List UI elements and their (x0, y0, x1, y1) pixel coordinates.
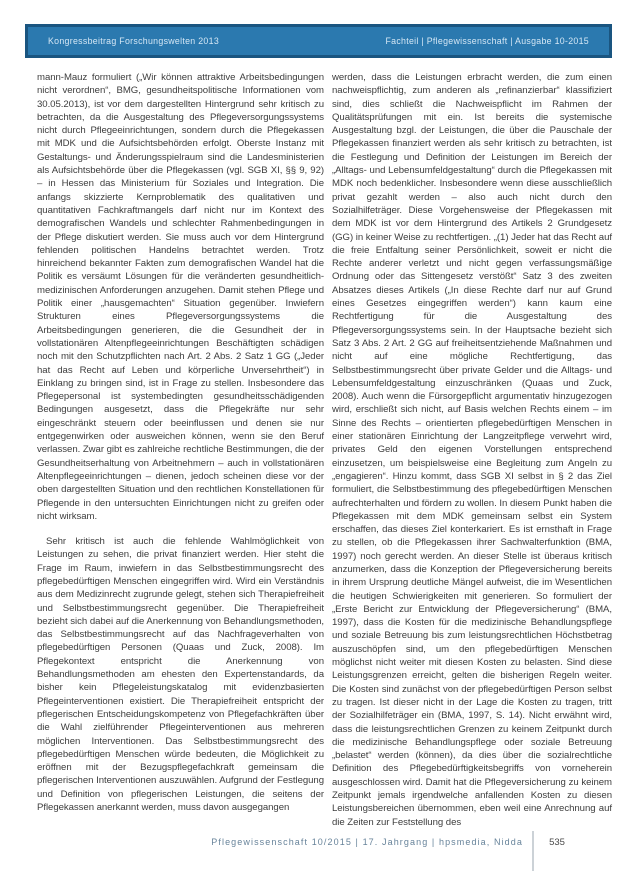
text-column-right (332, 71, 612, 829)
text-column-left (37, 71, 324, 814)
footer-journal-line: Pflegewissenschaft 10/2015 | 17. Jahrgang | hpsmedia, Nidda (211, 837, 523, 847)
header-congress-label: Kongressbeitrag Forschungswelten 2013 (48, 36, 220, 46)
body-paragraph: mann-Mauz formuliert („Wir können attraktive Arbeitsbedingungen nicht verordnen“, BMG, gesundheitspolitische Informationen vom 30.05.2013), ist vor dem dargestellten Hintergrund sehr kritisch zu betrachten, da die Ausgestaltung des Pflegeversorgungssystems nicht durch Pflegeeinrichtungen, sondern durch die Pflegekassen mit MDK und die Aufsichtsbehörden erfolgt. Oberste Instanz mit Gestaltungs- und Änderungsspielraum sind die Landesministerien als Aufsichtsbehörde über die Pflegekassen (vgl. SGB XI, §§ 9, 92) – in Hessen das Ministerium für Soziales und Integration. Die anfangs skizzierte Kernproblematik des qualitativen und quantitativen Fachkraftmangels darf nicht nur im Kontext des demografischen Wandels und schlechter Rahmenbedingungen in der Pflege diskutiert werden. Sie muss auch vor dem Hintergrund fehlenden politischen Handelns betrachtet werden. Trotz hinreichend bekannter Fakten zum demografischen Wandel hat die Politik es versäumt Lösungen für die veränderten gesundheitlich-medizinischen Anforderungen anzugehen. Damit stehen Pflege und Politik einer „hausgemachten“ Situation gegenüber. Inwiefern Strukturen eines Pflegeversorgungssystems die Arbeitsbedingungen generieren, die die Gesundheit der in vollstationären Altenpflegeeinrichtungen Beschäftigten schädigen noch mit den Schutzpflichten nach Art. 2 Abs. 2 Satz 1 GG („Jeder hat das Recht auf Leben und körperliche Unversehrtheit“) in Einklang zu bringen sind, ist in Frage zu stellen. Insbesondere das Pflegepersonal ist systembedingten gesundheitsschädigenden Bedingungen ausgesetzt, dass die Pflegekräfte nur sehr eingeschränkt steuern oder beeinflussen und denen sie nur entgegenwirken oder ausweichen können, wenn sie den Beruf verlassen. Zwar gibt es zahlreiche rechtliche Bestimmungen, die der Gesundheitserhaltung von Arbeitnehmern – auch in vollstationären Altenpflegeeinrichtungen – dienen, jedoch scheinen diese vor der oben dargestellten Situation und den rechtlichen Konstellationen für Pflegende in den untersuchten Einrichtungen nicht zu greifen oder nicht wirksam. (37, 72, 324, 522)
body-paragraph: Sehr kritisch ist auch die fehlende Wahlmöglichkeit von Leistungen zu sehen, die privat finanziert werden. Hier steht die Frage im Raum, inwiefern in das Selbstbestimmungsrecht des pflegebedürftigen Menschen eingegriffen wird. Wird ein Verständnis aus dem Medizinrecht zugrunde gelegt, stehen sich Therapiefreiheit und Selbstbestimmungsrecht gegenüber. Die Therapiefreiheit bezieht sich dabei auf die Anerkennung von Behandlungsmethoden, das Selbstbestimmungsrecht auf das Nachfrageverhalten von pflegebedürftigen Personen (Quaas und Zuck, 2008). Im Pflegekontext entspricht die Anerkennung von Behandlungsmethoden am ehesten den Expertenstandards, da bisher kein Pflegeleistungskatalog mit evidenzbasierten Pflegeinterventionen existiert. Die Therapiefreiheit entspricht der pflegerischen Entscheidungskompetenz von Pflegefachkräften über die Wahl zielführender Pflegeinterventionen aus mehreren möglichen Interventionen. Das Selbstbestimmungsrecht des pflegebedürftigen Menschen würde bedeuten, die Möglichkeit zu eröffnen mit der Bezugspflegefachkraft gemeinsam die pflegerischen Interventionen auszuwählen. Aufgrund der Festlegung und Definition von pflegerischen Leistungen, die seitens der Pflegekassen anerkannt werden, muss davon ausgegangen (37, 536, 324, 814)
page-header-bar (25, 24, 612, 58)
footer-page-number: 535 (549, 837, 565, 848)
page-footer (37, 831, 580, 871)
body-paragraph: werden, dass die Leistungen erbracht werden, die zum einen nachweispflichtig, zum anderen als „refinanzierbar“ klassifiziert sind, dies schließt die Nachweispflicht im Rahmen der Qualitätsprüfungen mit ein. Ist bereits die systemische Ausgestaltung bzgl. der Leistungen, die über die Pauschale der Pflegekassen finanziert werden als sehr kritisch zu betrachten, ist die Festlegung und Definition der Leistungen im Bereich der „Alltags- und Lebensumfeldgestaltung“ durch die Pflegekassen mit MDK noch bedenklicher. Insbesondere wenn diese ausschließlich privat gezahlt werden – also auch nicht durch den Sozialhilfeträger. Diese Vorgehensweise der Pflegekassen mit dem MDK ist vor dem Hintergrund des Artikels 2 Grundgesetz (GG) in keiner Weise zu rechtfertigen. „(1) Jeder hat das Recht auf die freie Entfaltung seiner Persönlichkeit, soweit er nicht die Rechte anderer verletzt und nicht gegen verfassungsmäßige Ordnung oder das Sittengesetz verstößt“ Satz 3 des zweiten Absatzes dieses Artikels („In diese Rechte darf nur auf Grund eines Gesetzes eingegriffen werden“) kann kaum eine Rechtfertigung für die Ausgestaltung des Pflegeversorgungssystems sein. In der Hauptsache bezieht sich Satz 3 Abs. 2 Art. 2 GG auf freiheitsentziehende Maßnahmen und nicht auf eine mögliche Rechtfertigung, das Selbstbestimmungsrecht über private Gelder und die Alltags- und Lebensumfeldgestaltung einzuschränken (Quaas und Zuck, 2008). Auch wenn die Fürsorgepflicht argumentativ hinzugezogen wird, erschließt sich nicht, auf Basis welchen Rechts einem – im Sinne des Rechts – orientierten pflegebedürftigen Menschen in einer stationären Einrichtung der Langzeitpflege verwehrt wird, privates Geld den eigenen Vorstellungen entsprechend einzusetzen, um beispielsweise eine Begleitung zum Angeln zu „engagieren“. Hinzu kommt, dass SGB XI selbst in § 2 das Ziel formuliert, die Selbstbestimmung des pflegebedürftigen Menschen aufrechterhalten und fördern zu wollen. In diesem Punkt haben die Pflegekassen mit dem MDK gemeinsam selbst ein System erschaffen, das dieses Ziel konterkariert. Es ist ernsthaft in Frage zu stellen, ob die Pflegekassen ihrer Sachwalterfunktion (BMA, 1997) noch gerecht werden. An dieser Stelle ist überaus kritisch anzumerken, dass die Konzeption der Pflegeversicherung bereits in ihrem Ursprung deutliche Mängel aufweist, die im Wesentlichen die heutigen Schwierigkeiten mit generieren. So formuliert der „Erste Bericht zur Entwicklung der Pflegeversicherung“ (BMA, 1997), dass die Kosten für die medizinische Behandlungspflege und soziale Betreuung bis zum leistungsrechtlichen Höchstbetrag auszuschöpfen sind, um den pflegebedürftigen Menschen möglichst nicht weiter mit diesen Kosten zu belasten. Sind diese Leistungsgrenzen erreicht, gelten die bisherigen Regeln weiter. Die Kosten sind zunächst von der pflegebedürftigen Person selbst zu tragen. Ist dieser nicht in der Lage die Kosten zu tragen, tritt der Sozialhilfeträger ein (BMA, 1997, S. 14). Nicht erwähnt wird, dass die leistungsrechtlichen Grenzen zu keinem Zeitpunkt durch die medizinische Behandlungspflege oder soziale Betreuung „belastet“ werden (können), da dies über die sozialrechtliche Definition des Pflegebedürftigkeitsbegriffs von vorneherein ausgeschlossen wird. Damit hat die Pflegeversicherung zu keinem Zeitpunkt jemals irgendwelche anfallenden Kosten zu diesen Leistungsbereichen übernommen, eben weil eine Anrechnung auf die Zeiten zur Feststellung des (332, 72, 612, 828)
header-journal-label: Fachteil | Pflegewissenschaft | Ausgabe 10-2015 (385, 36, 589, 46)
